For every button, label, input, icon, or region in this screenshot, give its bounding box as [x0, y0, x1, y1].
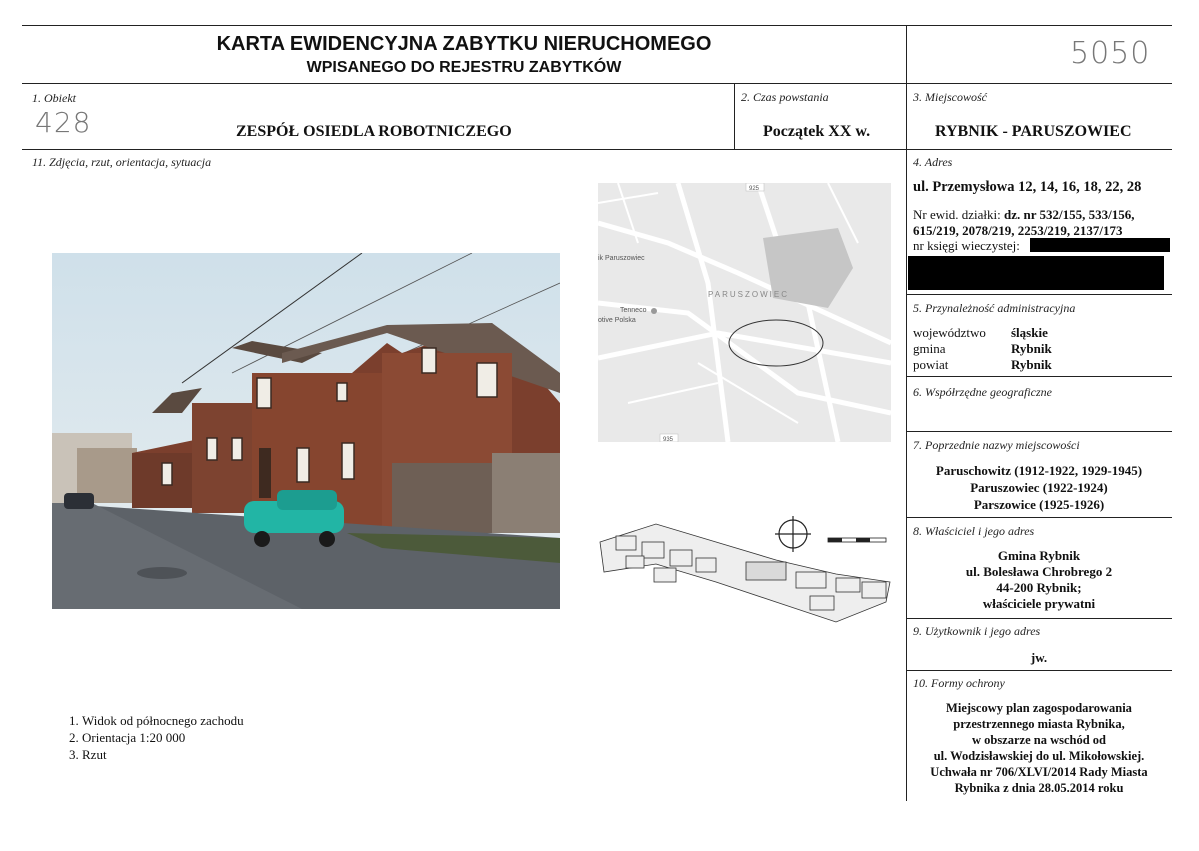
former-name-2: Paruszowiec (1922-1924) [970, 480, 1108, 495]
creation-time: Początek XX w. [763, 123, 871, 140]
admin-row-1 [913, 325, 1163, 341]
caption-3: 3. Rzut [82, 746, 244, 763]
field7-label: 7. Poprzednie nazwy miejscowości [913, 438, 1080, 452]
field8-label: 8. Właściciel i jego adres [913, 524, 1035, 538]
card-number-handwritten: 5050 [1070, 36, 1151, 71]
admin-value: Rybnik [1011, 341, 1052, 356]
protection-line-3: w obszarze na wschód od [971, 733, 1107, 747]
map-pin-icon [651, 308, 657, 314]
address-street: ul. Przemysłowa 12, 14, 16, 18, 22, 28 [913, 179, 1142, 195]
plots-value: dz. nr 532/155, 533/156, [1003, 207, 1135, 222]
land-register-label: nr księgi wieczystej: [913, 238, 1020, 253]
owner-line-4: właściciele prywatni [982, 596, 1096, 611]
field11-label: 11. Zdjęcia, rzut, orientacja, sytuacja [32, 155, 212, 169]
map-station-label: ik Paruszowiec [598, 255, 645, 262]
header-bottom-line [22, 83, 1172, 84]
admin-value: śląskie [1011, 325, 1048, 340]
protection-line-2: przestrzennego miasta Rybnika, [953, 717, 1125, 731]
owner-block [906, 548, 1172, 612]
field10-label: 10. Formy ochrony [913, 676, 1005, 690]
protection-block [906, 700, 1172, 796]
photo-illustration [52, 253, 560, 609]
building-photo [52, 253, 560, 609]
map-poi-label-2: otive Polska [598, 317, 636, 324]
admin-key: gmina [913, 341, 946, 356]
former-name-1: Paruschowitz (1912-1922, 1929-1945) [935, 463, 1143, 478]
caption-2: 2. Orientacja 1:20 000 [82, 729, 244, 746]
owner-line-2: ul. Bolesława Chrobrego 2 [965, 564, 1113, 579]
owner-line-1: Gmina Rybnik [997, 548, 1081, 563]
field6-label: 6. Współrzędne geograficzne [913, 385, 1052, 399]
page-subtitle: WPISANEGO DO REJESTRU ZABYTKÓW [306, 59, 622, 76]
object-number-handwritten: 428 [35, 106, 92, 139]
owner-line-3: 44-200 Rybnik; [996, 580, 1082, 595]
map-poi-label-1: Tenneco [620, 307, 647, 314]
map-illustration [598, 183, 891, 442]
protection-line-5: Uchwała nr 706/XLVI/2014 Rady Miasta [930, 765, 1148, 779]
sep-7 [906, 517, 1172, 518]
admin-value: Rybnik [1011, 357, 1052, 372]
sep-6 [906, 431, 1172, 432]
orientation-map [598, 183, 891, 442]
photo-captions [38, 712, 244, 763]
field5-label: 5. Przynależność administracyjna [913, 301, 1076, 315]
locality: RYBNIK - PARUSZOWIEC [935, 123, 1132, 140]
sep-5 [906, 376, 1172, 377]
row1-bottom-line [22, 149, 1172, 150]
north-arrow-icon [775, 516, 811, 552]
field1-label: 1. Obiekt [32, 91, 76, 105]
site-plan-drawing [596, 512, 896, 630]
caption-1: 1. Widok od północnego zachodu [82, 712, 244, 729]
field1-divider [734, 83, 735, 149]
redaction-bar-1 [1030, 238, 1170, 252]
user-value: jw. [1030, 650, 1048, 665]
redaction-bar-2 [908, 256, 1164, 290]
road-badge-bottom-text: 935 [663, 437, 674, 442]
sep-8 [906, 618, 1172, 619]
former-names [906, 462, 1172, 513]
top-border [22, 25, 1172, 26]
former-name-3: Parszowice (1925-1926) [973, 497, 1105, 512]
field9-label: 9. Użytkownik i jego adres [913, 624, 1041, 638]
map-district-label: PARUSZOWIEC [708, 290, 789, 299]
field2-label: 2. Czas powstania [741, 90, 829, 104]
sep-4 [906, 294, 1172, 295]
admin-row-3 [913, 357, 1163, 373]
plots-line1 [913, 207, 1134, 223]
scale-bar-icon [828, 538, 886, 542]
page-title: KARTA EWIDENCYJNA ZABYTKU NIERUCHOMEGO [216, 33, 712, 55]
header-divider [906, 25, 907, 801]
object-name: ZESPÓŁ OSIEDLA ROBOTNICZEGO [236, 123, 512, 140]
admin-row-2 [913, 341, 1163, 357]
sep-9 [906, 670, 1172, 671]
protection-line-1: Miejscowy plan zagospodarowania [946, 701, 1132, 715]
protection-line-4: ul. Wodzisławskiej do ul. Mikołowskiej. [933, 749, 1145, 763]
road-badge-top-text: 925 [749, 186, 760, 192]
plots-line2: 615/219, 2078/219, 2253/219, 2137/173 [913, 223, 1123, 238]
field3-label: 3. Miejscowość [913, 90, 987, 104]
field4-label: 4. Adres [913, 155, 953, 169]
admin-key: powiat [913, 357, 949, 372]
plots-label: Nr ewid. działki: [913, 207, 1001, 222]
protection-line-6: Rybnika z dnia 28.05.2014 roku [954, 781, 1124, 795]
admin-key: województwo [913, 325, 986, 340]
site-plan [596, 512, 896, 630]
